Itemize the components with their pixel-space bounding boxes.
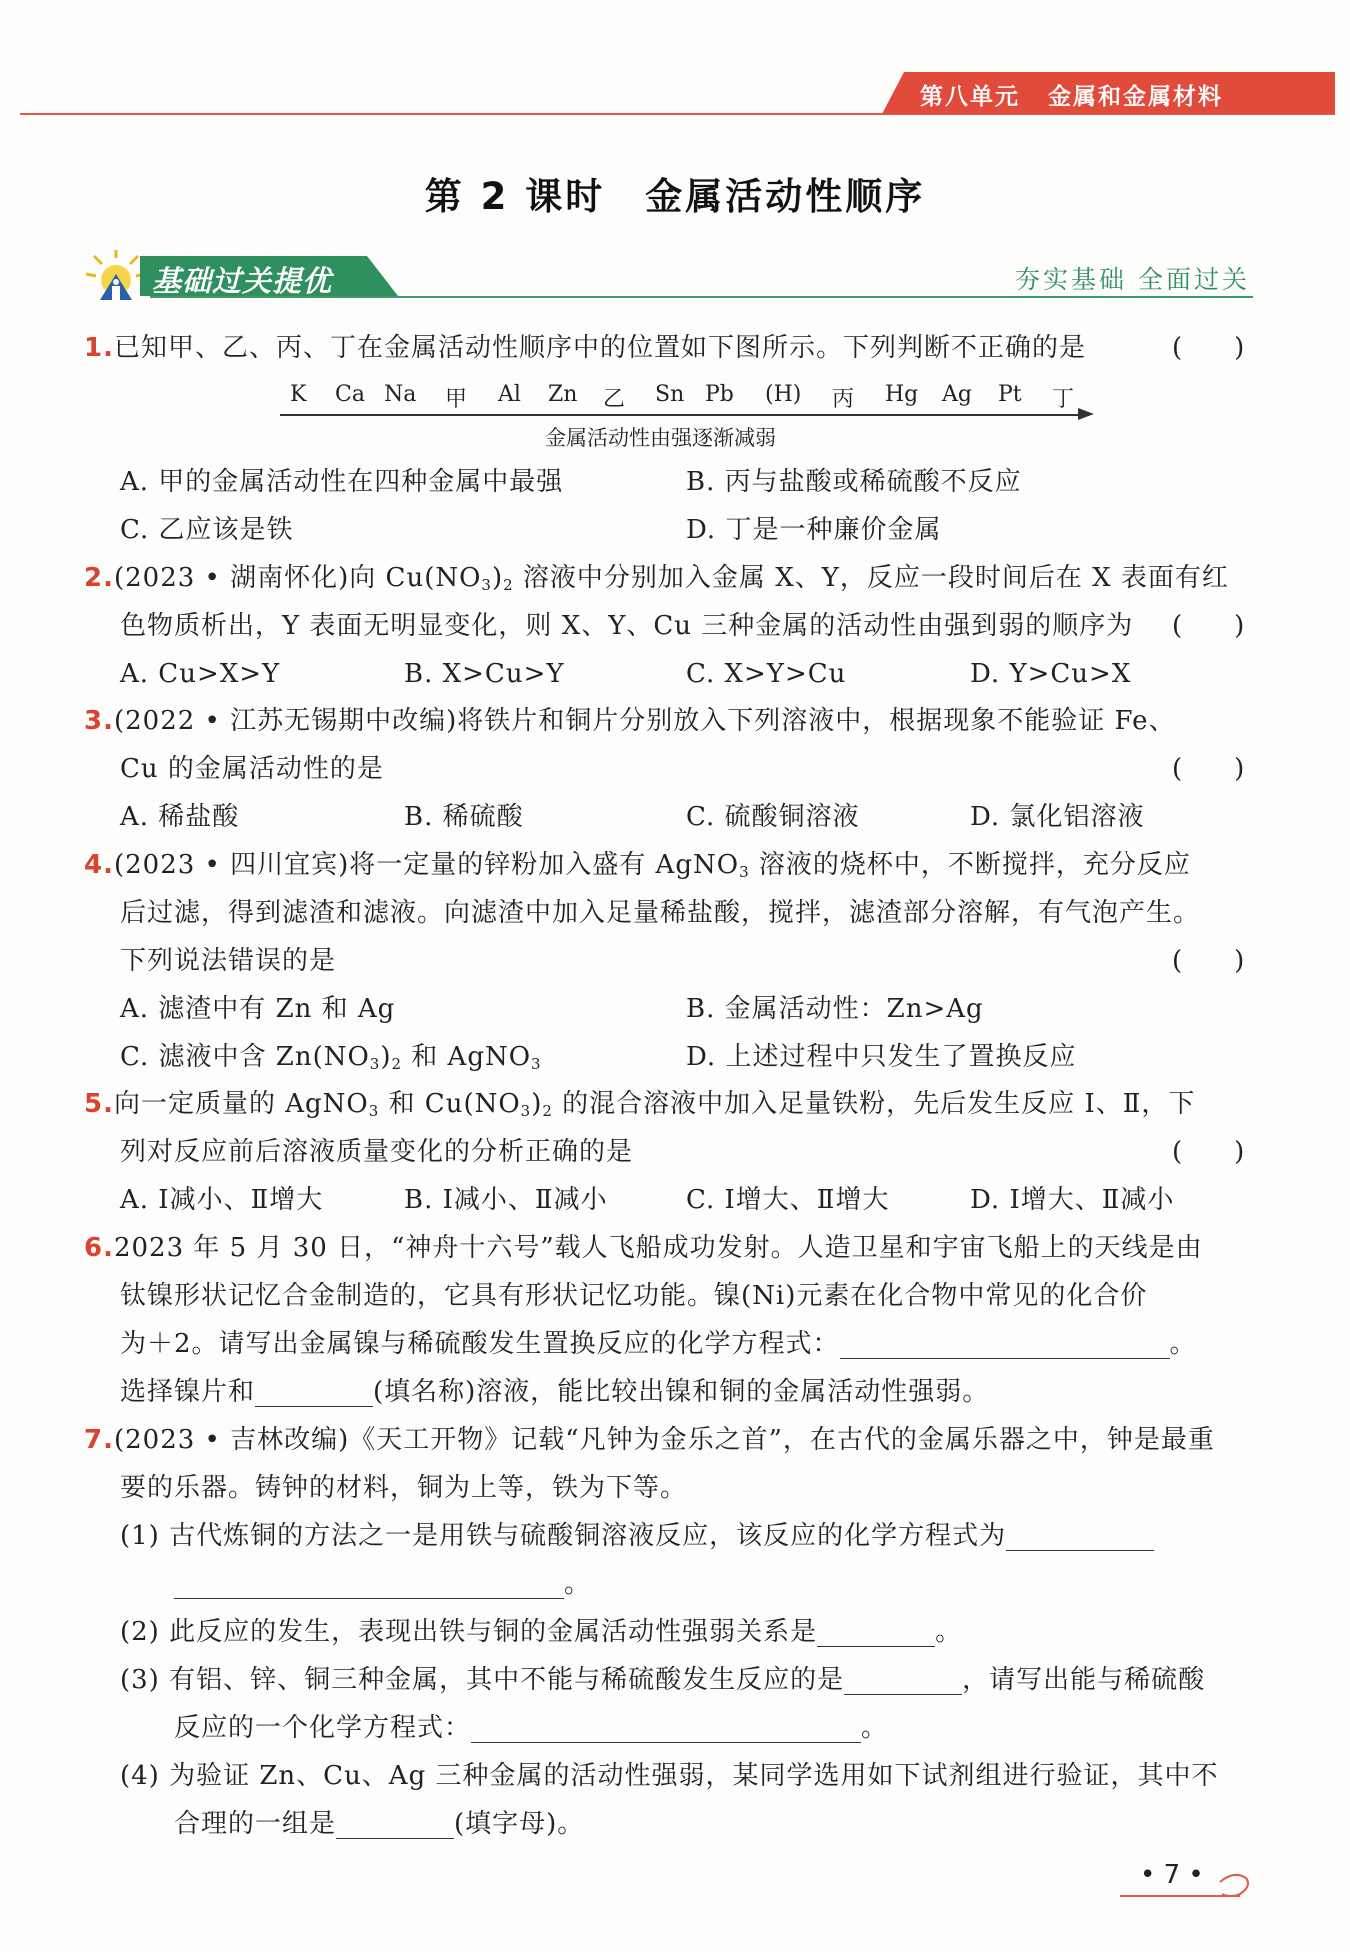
option-b: B. Ⅰ减小、Ⅱ减小: [404, 1185, 608, 1215]
series-item: Pt: [998, 382, 1022, 407]
option-b: B. 金属活动性：Zn>Ag: [686, 994, 984, 1024]
answer-paren: ( ): [1172, 611, 1245, 641]
option-c: C. X>Y>Cu: [686, 659, 847, 689]
option-b: B. 稀硫酸: [404, 802, 524, 832]
option-d: D. Ⅰ增大、Ⅱ减小: [970, 1185, 1175, 1215]
question-7-sub-1: (1) 古代炼铜的方法之一是用铁与硫酸铜溶液反应，该反应的化学方程式为: [120, 1521, 1154, 1551]
question-7-sub-1-cont: 。: [174, 1569, 591, 1599]
option-d: D. Y>Cu>X: [970, 659, 1132, 689]
series-item: Ag: [942, 382, 972, 407]
series-item: (H): [765, 382, 802, 407]
series-item: 甲: [445, 387, 468, 412]
answer-paren: ( ): [1172, 754, 1245, 784]
question-2-line-1: 2.(2023 • 湖南怀化)向 $Cu(NO_3)_2$ 溶液中分别加入金属 X、Y，反应一段时间后在 X 表面有红: [84, 563, 1229, 594]
question-7-sub-4-cont: 合理的一组是 (填字母)。: [174, 1809, 585, 1839]
series-caption: 金属活动性由强逐渐减弱: [545, 426, 776, 450]
option-c: C. 滤液中含 $Zn(NO_3)_2$ 和 AgNO$_3$: [120, 1042, 542, 1073]
answer-blank[interactable]: [817, 1622, 935, 1647]
page-title: 第 2 课时 金属活动性顺序: [424, 175, 926, 218]
option-b: B. X>Cu>Y: [404, 659, 565, 689]
question-4-line-2: 后过滤，得到滤渣和滤液。向滤渣中加入足量稀盐酸，搅拌，滤渣部分溶解，有气泡产生。: [120, 898, 1201, 928]
question-4-line-1: 4.(2023 • 四川宜宾)将一定量的锌粉加入盛有 AgNO$_3$ 溶液的烧杯中，不断搅拌，充分反应: [84, 850, 1191, 881]
question-6-line-3: 为＋2。请写出金属镍与稀硫酸发生置换反应的化学方程式： 。: [120, 1329, 1197, 1359]
option-c: C. 硫酸铜溶液: [686, 802, 860, 832]
series-item: Al: [498, 382, 521, 407]
question-7-sub-2: (2) 此反应的发生，表现出铁与铜的金属活动性强弱关系是 。: [120, 1617, 963, 1647]
question-6-line-4: 选择镍片和 (填名称)溶液，能比较出镍和铜的金属活动性强弱。: [120, 1377, 990, 1407]
question-number: 1.: [84, 333, 114, 363]
question-7-sub-3-cont: 反应的一个化学方程式： 。: [174, 1713, 889, 1743]
question-1-stem: 1.已知甲、乙、丙、丁在金属活动性顺序中的位置如下图所示。下列判断不正确的是: [84, 333, 1086, 363]
series-item: K: [290, 382, 307, 407]
answer-blank[interactable]: [844, 1670, 962, 1695]
option-a: A. 甲的金属活动性在四种金属中最强: [120, 467, 564, 497]
question-6-line-1: 6.2023 年 5 月 30 日，“神舟十六号”载人飞船成功发射。人造卫星和宇宙飞船上的天线是由: [84, 1233, 1203, 1263]
answer-blank[interactable]: [255, 1382, 373, 1407]
question-5-line-2: 列对反应前后溶液质量变化的分析正确的是: [120, 1137, 634, 1167]
option-a: A. Ⅰ减小、Ⅱ增大: [120, 1185, 324, 1215]
question-7-sub-3: (3) 有铝、锌、铜三种金属，其中不能与稀硫酸发生反应的是 ，请写出能与稀硫酸: [120, 1665, 1206, 1695]
option-c: C. 乙应该是铁: [120, 515, 294, 545]
question-3-line-2: Cu 的金属活动性的是: [120, 754, 384, 784]
answer-blank[interactable]: [471, 1718, 861, 1743]
series-item: 丁: [1052, 387, 1075, 412]
answer-paren: ( ): [1172, 333, 1245, 363]
unit-label: 第八单元: [920, 84, 1020, 110]
section-motto: 夯实基础 全面过关: [1015, 265, 1250, 294]
option-d: D. 氯化铝溶液: [970, 802, 1145, 832]
question-4-line-3: 下列说法错误的是: [120, 946, 337, 976]
option-d: D. 丁是一种廉价金属: [686, 515, 942, 545]
question-3-line-1: 3.(2022 • 江苏无锡期中改编)将铁片和铜片分别放入下列溶液中，根据现象不能验证 Fe、: [84, 706, 1176, 736]
series-arrow-line: [280, 414, 1080, 416]
question-7-sub-4: (4) 为验证 Zn、Cu、Ag 三种金属的活动性强弱，某同学选用如下试剂组进行验证，其中不: [120, 1761, 1219, 1791]
series-item: Pb: [705, 382, 734, 407]
arrow-head-icon: [1078, 408, 1094, 420]
answer-blank[interactable]: [174, 1574, 564, 1599]
question-6-line-2: 钛镍形状记忆合金制造的，它具有形状记忆功能。镍(Ni)元素在化合物中常见的化合价: [120, 1281, 1148, 1311]
option-b: B. 丙与盐酸或稀硫酸不反应: [686, 467, 1022, 497]
question-5-line-1: 5.向一定质量的 AgNO$_3$ 和 $Cu(NO_3)_2$ 的混合溶液中加入足量铁粉，先后发生反应 Ⅰ、Ⅱ，下: [84, 1089, 1196, 1120]
series-item: Zn: [548, 382, 578, 407]
series-item: Na: [384, 382, 417, 407]
answer-blank[interactable]: [336, 1814, 454, 1839]
option-a: A. 稀盐酸: [120, 802, 240, 832]
series-item: 乙: [603, 387, 626, 412]
question-2-line-2: 色物质析出，Y 表面无明显变化，则 X、Y、Cu 三种金属的活动性由强到弱的顺序为: [120, 611, 1134, 641]
swirl-icon: [1218, 1868, 1252, 1898]
section-banner-text: 基础过关提优: [152, 264, 333, 298]
answer-paren: ( ): [1172, 946, 1245, 976]
option-a: A. 滤渣中有 Zn 和 Ag: [120, 994, 396, 1024]
topic-label: 金属和金属材料: [1048, 84, 1223, 110]
answer-paren: ( ): [1172, 1137, 1245, 1167]
answer-blank[interactable]: [840, 1334, 1170, 1359]
header-text: [920, 78, 1223, 111]
option-a: A. Cu>X>Y: [120, 659, 281, 689]
question-7-line-2: 要的乐器。铸钟的材料，铜为上等，铁为下等。: [120, 1473, 688, 1503]
series-item: Hg: [885, 382, 919, 407]
page-number: • 7 •: [1140, 1860, 1204, 1890]
series-item: 丙: [832, 387, 855, 412]
question-7-line-1: 7.(2023 • 吉林改编)《天工开物》记载“凡钟为金乐之首”，在古代的金属乐器之中，钟是最重: [84, 1425, 1215, 1455]
series-item: Ca: [335, 382, 365, 407]
option-d: D. 上述过程中只发生了置换反应: [686, 1042, 1077, 1072]
option-c: C. Ⅰ增大、Ⅱ增大: [686, 1185, 890, 1215]
answer-blank[interactable]: [1006, 1526, 1154, 1551]
series-item: Sn: [655, 382, 685, 407]
